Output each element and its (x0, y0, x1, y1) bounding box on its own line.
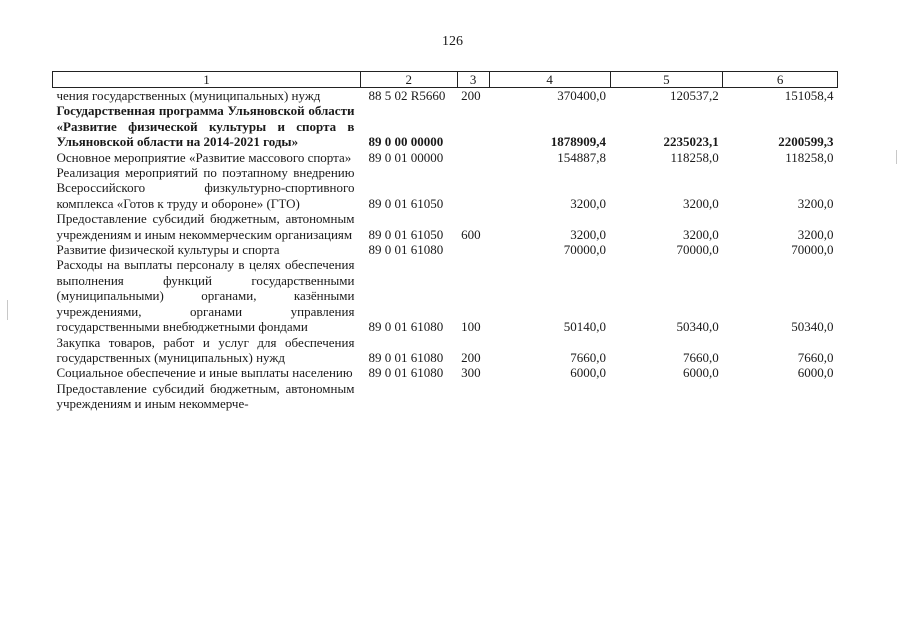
amount-col-6: 70000,0 (791, 242, 834, 258)
expense-type-code (457, 103, 489, 149)
expense-type-code: 200 (461, 88, 481, 103)
row-description: Социальное обеспечение и иные выплаты населению (56, 365, 353, 381)
amount-col-4: 7660,0 (570, 349, 607, 365)
column-header: 2 (360, 72, 457, 88)
amount-col-5: 70000,0 (676, 242, 719, 258)
table-row (53, 88, 838, 104)
row-description: Реализация мероприятий по поэтапному внедрению Всероссийского физкультурно-спортивного комплекса «Готов к труду и обороне» (ГТО) (56, 165, 355, 211)
expense-type-code (457, 150, 489, 165)
target-article-code (360, 381, 457, 412)
amount-col-5: 7660,0 (682, 349, 719, 365)
amount-col-4 (489, 381, 610, 412)
target-article-code: 89 0 01 61080 (368, 349, 444, 365)
table-row (53, 257, 838, 334)
amount-col-6: 118258,0 (785, 149, 834, 165)
row-description: Расходы на выплаты персоналу в целях обеспечения выполнения функций государственными (муниципальными) органами, казёнными учреждениями, органами управления государственными внебюджетными фондами (56, 257, 355, 335)
amount-col-5: 50340,0 (676, 319, 719, 335)
expense-type-code (457, 381, 489, 412)
table-row (53, 381, 838, 412)
amount-col-6: 7660,0 (797, 349, 834, 365)
scan-margin-mark (896, 150, 897, 164)
amount-col-4: 3200,0 (570, 226, 607, 242)
amount-col-6: 50340,0 (791, 319, 834, 335)
row-description: Предоставление субсидий бюджетным, автономным учреждениям и иным некоммерческим организациям (56, 211, 355, 242)
expense-type-code: 100 (461, 319, 481, 335)
amount-col-5: 3200,0 (682, 195, 719, 211)
table-row (53, 365, 838, 380)
page-number: 126 (442, 34, 463, 49)
amount-col-6: 3200,0 (797, 226, 834, 242)
table-header-row (53, 72, 838, 88)
expense-type-code (457, 242, 489, 257)
table-row (53, 242, 838, 257)
expense-type-code: 200 (461, 349, 481, 365)
row-description: Предоставление субсидий бюджетным, автономным учреждениям и иным некоммерче- (56, 380, 355, 412)
amount-col-4: 70000,0 (563, 242, 607, 258)
target-article-code: 89 0 01 00000 (368, 149, 444, 165)
amount-col-6: 3200,0 (797, 195, 834, 211)
amount-col-6: 2200599,3 (778, 134, 834, 150)
amount-col-4: 50140,0 (563, 319, 607, 335)
column-header: 6 (723, 72, 838, 88)
amount-col-5: 3200,0 (682, 226, 719, 242)
row-description: Развитие физической культуры и спорта (56, 242, 280, 258)
scan-margin-mark (7, 300, 8, 320)
amount-col-6: 151058,4 (784, 88, 834, 103)
amount-col-6 (723, 381, 838, 412)
amount-col-4: 3200,0 (570, 195, 607, 211)
table-row (53, 150, 838, 165)
amount-col-4: 6000,0 (570, 365, 607, 381)
target-article-code: 89 0 01 61050 (368, 226, 444, 242)
amount-col-4: 1878909,4 (550, 134, 607, 150)
row-description: Основное мероприятие «Развитие массового спорта» (56, 149, 352, 165)
table-row (53, 165, 838, 211)
expense-type-code: 300 (461, 365, 481, 381)
row-description: чения государственных (муниципальных) нужд (56, 88, 321, 103)
amount-col-4: 370400,0 (557, 88, 607, 103)
column-header: 4 (489, 72, 610, 88)
row-description: Государственная программа Ульяновской области «Развитие физической культуры и спорта в Ульяновской области на 2014-2021 годы» (56, 103, 355, 150)
table-body (53, 88, 838, 412)
table-row (53, 103, 838, 149)
amount-col-4: 154887,8 (557, 149, 607, 165)
budget-table (52, 71, 838, 412)
amount-col-5: 6000,0 (682, 365, 719, 381)
column-header: 5 (610, 72, 723, 88)
amount-col-5: 118258,0 (670, 149, 719, 165)
row-description: Закупка товаров, работ и услуг для обеспечения государственных (муниципальных) нужд (56, 334, 355, 365)
amount-col-5 (610, 381, 723, 412)
amount-col-5: 2235023,1 (663, 134, 719, 150)
target-article-code: 88 5 02 R5660 (368, 88, 446, 103)
column-header: 1 (53, 72, 361, 88)
expense-type-code: 600 (461, 226, 481, 242)
amount-col-6: 6000,0 (797, 365, 834, 381)
target-article-code: 89 0 01 61080 (368, 319, 444, 335)
target-article-code: 89 0 00 00000 (368, 134, 444, 150)
target-article-code: 89 0 01 61050 (368, 195, 444, 211)
column-header: 3 (457, 72, 489, 88)
target-article-code: 89 0 01 61080 (368, 365, 444, 381)
expense-type-code (457, 165, 489, 211)
table-row (53, 335, 838, 366)
table-row (53, 211, 838, 242)
amount-col-5: 120537,2 (669, 88, 719, 103)
target-article-code: 89 0 01 61080 (368, 242, 444, 258)
